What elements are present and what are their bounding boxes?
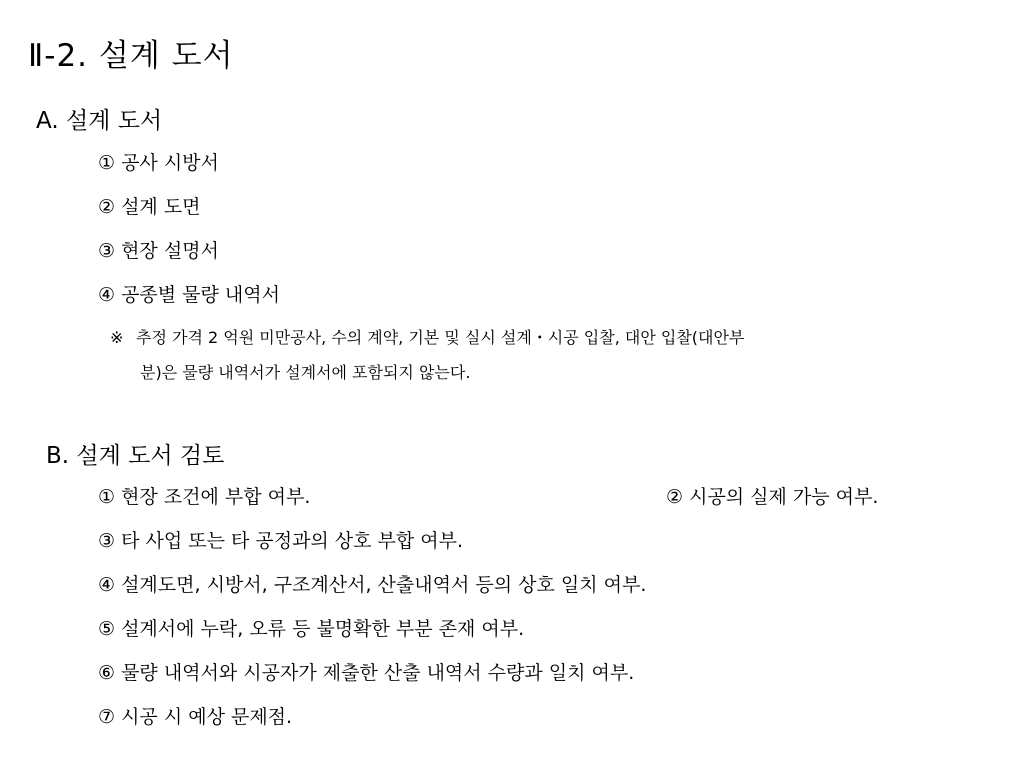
note bbox=[110, 326, 990, 384]
list-item: ③ 현장 설명서 bbox=[98, 240, 219, 262]
list-item: ⑥ 물량 내역서와 시공자가 제출한 산출 내역서 수량과 일치 여부. bbox=[98, 662, 635, 684]
list-item bbox=[98, 484, 978, 528]
note-line-1 bbox=[110, 326, 990, 349]
list-item-right: ② 시공의 실제 가능 여부. bbox=[666, 486, 879, 508]
list-item: ⑤ 설계서에 누락, 오류 등 불명확한 부분 존재 여부. bbox=[98, 618, 525, 640]
list-item: ② 설계 도면 bbox=[98, 196, 201, 218]
note-mark: ※ bbox=[110, 328, 124, 347]
list-item-left: ① 현장 조건에 부합 여부. bbox=[98, 486, 311, 508]
section-b-list bbox=[98, 484, 978, 748]
note-text-1: 추정 가격 2 억원 미만공사, 수의 계약, 기본 및 실시 설계・시공 입찰, 대안 입찰(대안부 bbox=[136, 328, 745, 347]
section-a-heading: A. 설계 도서 bbox=[36, 108, 163, 134]
note-line-2: 분)은 물량 내역서가 설계서에 포함되지 않는다. bbox=[140, 363, 471, 382]
page-title: Ⅱ-2. 설계 도서 bbox=[28, 38, 234, 74]
section-b-heading: B. 설계 도서 검토 bbox=[46, 443, 225, 469]
section-a-list bbox=[98, 150, 698, 326]
list-item: ④ 설계도면, 시방서, 구조계산서, 산출내역서 등의 상호 일치 여부. bbox=[98, 574, 647, 596]
list-item: ⑦ 시공 시 예상 문제점. bbox=[98, 706, 293, 728]
list-item: ① 공사 시방서 bbox=[98, 152, 219, 174]
list-item: ③ 타 사업 또는 타 공정과의 상호 부합 여부. bbox=[98, 530, 464, 552]
list-item: ④ 공종별 물량 내역서 bbox=[98, 284, 280, 306]
